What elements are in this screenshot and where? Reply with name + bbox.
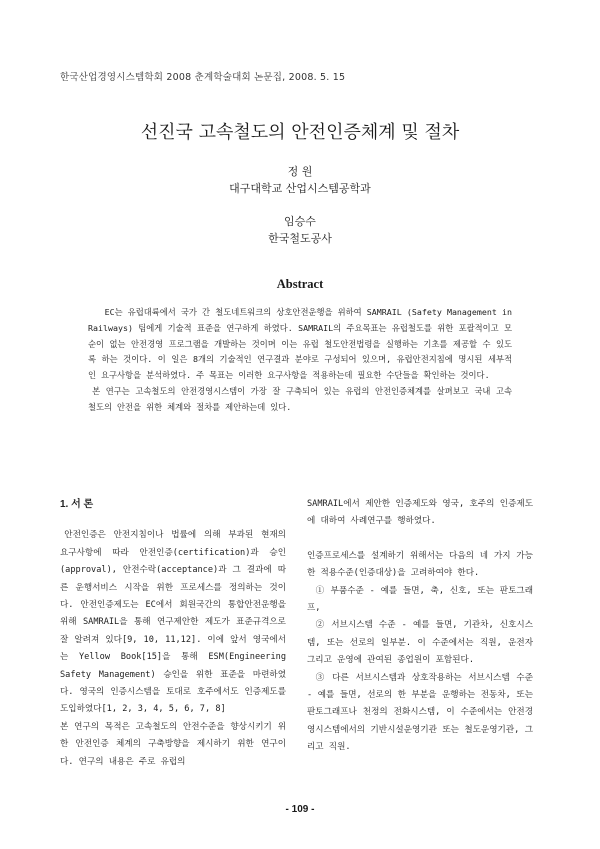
author-name: 정 원	[287, 165, 313, 178]
page-number: - 109 -	[285, 804, 315, 815]
author-name: 임승수	[284, 215, 316, 228]
author-affiliation: 한국철도공사	[268, 232, 332, 245]
list-item: ① 부품수준 - 예를 들면, 축, 신호, 또는 판토그래프,	[307, 585, 533, 614]
left-column	[60, 496, 286, 771]
body-paragraph: 본 연구의 목적은 고속철도의 안전수준을 향상시키기 위한 안전인증 체계의 구축방향을 제시하기 위한 연구이다. 연구의 내용은 주로 유럽의	[60, 721, 286, 767]
abstract-heading: Abstract	[276, 277, 324, 291]
conference-header: 한국산업경영시스템학회 2008 춘계학술대회 논문집, 2008. 5. 15	[60, 72, 346, 83]
body-paragraph: 인증프로세스를 설계하기 위해서는 다음의 네 가지 가능한 적용수준(인증대상)을 고려하여야 한다.	[307, 550, 533, 579]
abstract-paragraph: 본 연구는 고속철도의 안전경영시스템이 가장 잘 구축되어 있는 유럽의 안전인증체계를 살펴보고 국내 고속철도의 안전을 위한 체계와 절차를 제안하는데 있다.	[88, 385, 512, 412]
body-paragraph: 안전인증은 안전지침이나 법률에 의해 부과된 현재의 요구사항에 따라 안전인증(certification)과 승인(approval), 안전수락(acceptance)과 그 결과에 따른 운행서비스 시작을 위한 프로세스를 정의하는 것이다. 안전인증제도는 EC에서 회원국간의 통합안전운행을 위해 SAMRAIL을 통해 연구제안한 제도가 표준규격으로 잘 알려져 있다[9, 10, 11,12]. 이에 앞서 영국에서는 Yellow Book[15]을 통해 ESM(Engineering Safety Management) 승인을 위한 표준을 마련하였다. 영국의 인증시스템을 토대로 호주에서도 인증제도를 도입하였다[1, 2, 3, 4, 5, 6, 7, 8]	[60, 530, 286, 715]
section-title: 1. 서 론	[60, 499, 94, 510]
author-block-1	[0, 163, 600, 197]
right-column	[307, 496, 533, 757]
author-affiliation: 대구대학교 산업시스템공학과	[229, 182, 371, 195]
abstract-body	[88, 305, 512, 416]
author-block-2	[0, 213, 600, 247]
paper-title: 선진국 고속철도의 안전인증체계 및 절차	[140, 122, 460, 143]
list-item: ③ 다른 서브시스템과 상호작용하는 서브시스템 수준 - 예를 들면, 선로의 한 부분을 운행하는 전동차, 또는 판토그래프나 천정의 전화시스템, 이 수준에서는 안전경영시스템에서의 기반시설운영기관 또는 철도운영기관, 그리고 직원.	[307, 672, 533, 753]
list-item: ② 서브시스템 수준 - 예를 들면, 기관차, 신호시스템, 또는 선로의 일부분. 이 수준에서는 직원, 운전자 그리고 운영에 관여된 종업원이 포함된다.	[307, 620, 533, 666]
body-paragraph: SAMRAIL에서 제안한 인증제도와 영국, 호주의 인증제도에 대하여 사례연구를 행하였다.	[307, 499, 533, 527]
abstract-paragraph: EC는 유럽대륙에서 국가 간 철도네트워크의 상호안전운행을 위하여 SAMRAIL (Safety Management in Railways) 팀에게 기술적 표준을 연구하게 하였다. SAMRAIL의 주요목표는 유럽철도를 위한 포괄적이고 모순이 없는 안전경영 프로그램을 개발하는 것이며 이는 유럽 철도안전법령을 실행하는 기초를 제공할 수 있도록 하는 것이다. 이 일은 8개의 기술적인 연구결과 분야로 구성되어 있으며, 유럽안전지침에 명시된 세부적인 요구사항을 분석하였다. 주 목표는 이러한 요구사항을 적용하는데 필요한 수단들을 확인하는 것이다.	[88, 307, 512, 381]
